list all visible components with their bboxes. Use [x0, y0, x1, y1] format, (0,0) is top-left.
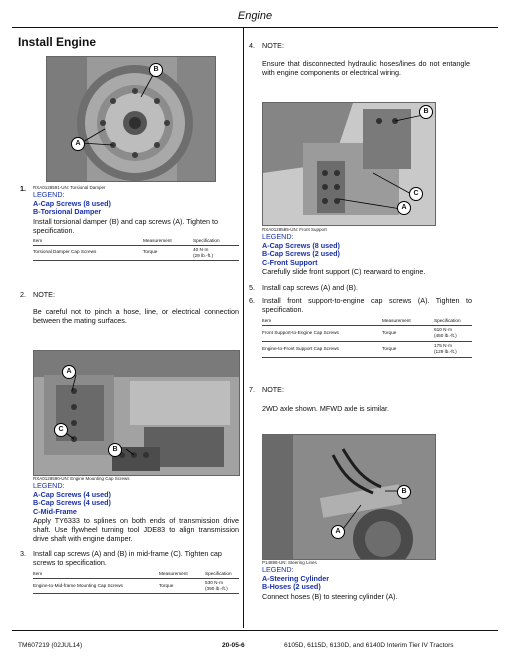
- callout-a: A: [331, 525, 345, 539]
- spec-divider: [33, 260, 239, 261]
- spec-item: Front Support-to-Engine Cap Screws: [262, 330, 339, 335]
- step-2-note: Be careful not to pinch a hose, line, or electrical connection between the mating surfaces.: [33, 307, 239, 325]
- spec-header-measurement: Measurement: [159, 571, 188, 576]
- callout-c: C: [54, 423, 68, 437]
- spec-value-imperial: (29 lb.-ft.): [193, 252, 214, 258]
- spec-measurement: Torque: [382, 346, 397, 351]
- spec-header-measurement: Measurement: [382, 318, 411, 323]
- spec-header-specification: Specification: [205, 571, 232, 576]
- footer-model-list: 6105D, 6115D, 6130D, and 6140D Interim Tier IV Tractors: [284, 642, 454, 649]
- step-7-block: [262, 560, 472, 601]
- callout-a: A: [71, 137, 85, 151]
- front-support-photo: [262, 102, 436, 226]
- table-row: [33, 247, 239, 259]
- spec-item: Engine-to-Front Support Cap Screws: [262, 346, 339, 351]
- spec-divider: [262, 325, 472, 326]
- table-row: [262, 327, 472, 340]
- header-rule: [12, 27, 498, 28]
- footer-document-id: TM607219 (02JUL14): [18, 642, 83, 649]
- step-4-number: 4.: [249, 41, 255, 50]
- page-header-title: Engine: [237, 10, 273, 22]
- step-1-spec-table: [33, 238, 239, 261]
- callout-a: A: [62, 365, 76, 379]
- step-6-number: 6.: [249, 296, 255, 305]
- spec-table-header: [33, 238, 239, 244]
- spec-measurement: Torque: [159, 583, 174, 588]
- step-7-legend: [262, 566, 472, 592]
- spec-value: 610 N·m: [434, 327, 452, 332]
- torsional-damper-photo: [46, 56, 216, 182]
- spec-header-item: Item: [33, 237, 43, 243]
- spec-header-item: Item: [262, 318, 272, 323]
- step-6-block: [262, 296, 472, 359]
- legend-title: LEGEND:: [33, 190, 65, 199]
- legend-item: A-Cap Screws (8 used): [262, 240, 340, 250]
- footer-page-number: 20-05-6: [222, 642, 245, 649]
- callout-b: B: [397, 485, 411, 499]
- spec-divider: [33, 245, 239, 246]
- spec-value-imperial: (390 lb.-ft.): [205, 586, 228, 591]
- step-1-legend: [33, 191, 239, 217]
- legend-item: B-Torsional Damper: [33, 207, 102, 217]
- engine-mounting-photo: [33, 350, 240, 476]
- torsional-damper-illustration: [47, 57, 215, 181]
- spec-table-header: [262, 318, 472, 324]
- spec-header-specification: Specification: [434, 318, 461, 323]
- spec-divider: [33, 578, 239, 579]
- spec-divider: [262, 357, 472, 358]
- spec-value: 40 N·m: [193, 246, 209, 252]
- step-4-legend: [262, 233, 472, 267]
- step-4-instruction: Carefully slide front support (C) rearward to engine.: [262, 267, 426, 277]
- spec-item: Torsional Damper Cap Screws: [33, 248, 97, 254]
- step-6-instruction: Install front support-to-engine cap screws (A). Tighten to specification.: [262, 296, 472, 314]
- step-7-caption: P14896-UN: Steering Lines: [262, 560, 317, 565]
- legend-item: A-Cap Screws (4 used): [33, 489, 111, 499]
- step-2-number: 2.: [20, 290, 26, 299]
- spec-divider: [33, 593, 239, 594]
- step-3-instruction: Install cap screws (A) and (B) in mid-frame (C). Tighten cap screws to specification.: [33, 549, 222, 567]
- spec-value-imperial: (450 lb.-ft.): [434, 333, 457, 338]
- spec-header-measurement: Measurement: [143, 237, 172, 243]
- spec-table-header: [33, 571, 239, 577]
- spec-header-specification: Specification: [193, 237, 220, 243]
- step-4-caption: RXA0128585-UN: Front Support: [262, 227, 327, 232]
- step-6-spec-table: [262, 318, 472, 358]
- table-row: [33, 580, 239, 592]
- step-5-number: 5.: [249, 283, 255, 292]
- table-row: [262, 343, 472, 356]
- column-divider: [243, 28, 244, 628]
- legend-item: B-Cap Screws (2 used): [262, 249, 340, 259]
- spec-value: 175 N·m: [434, 343, 452, 348]
- legend-title: LEGEND:: [262, 565, 294, 574]
- step-3-block: [33, 549, 239, 595]
- callout-c: C: [409, 187, 423, 201]
- step-2-block: [33, 476, 239, 543]
- step-4-block: [262, 227, 472, 276]
- legend-item: B-Hoses (2 used): [262, 582, 321, 592]
- spec-value-imperial: (129 lb.-ft.): [434, 349, 457, 354]
- legend-item: A-Steering Cylinder: [262, 573, 330, 583]
- step-2-note-label: NOTE:: [33, 290, 55, 299]
- legend-title: LEGEND:: [262, 232, 294, 241]
- step-2-caption: RXA0128590-UN: Engine Mounting Cap Screws: [33, 476, 130, 481]
- spec-item: Engine-to-Mid-frame Mounting Cap Screws: [33, 583, 123, 588]
- step-7-note-label: NOTE:: [262, 385, 284, 394]
- spec-divider: [262, 341, 472, 342]
- step-7-note: 2WD axle shown. MFWD axle is similar.: [262, 404, 390, 413]
- step-1-number: 1.: [20, 184, 26, 193]
- footer-rule: [12, 630, 498, 631]
- spec-measurement: Torque: [143, 248, 158, 254]
- steering-lines-illustration: [263, 435, 435, 559]
- legend-item: C-Mid-Frame: [33, 506, 77, 516]
- legend-item: C-Front Support: [262, 257, 318, 267]
- spec-measurement: Torque: [382, 330, 397, 335]
- spec-header-item: Item: [33, 571, 43, 576]
- steering-lines-photo: [262, 434, 436, 560]
- callout-b: B: [108, 443, 122, 457]
- callout-a: A: [397, 201, 411, 215]
- step-5-instruction: Install cap screws (A) and (B).: [262, 283, 358, 292]
- step-7-instruction: Connect hoses (B) to steering cylinder (A).: [262, 591, 398, 601]
- step-4-note-label: NOTE:: [262, 41, 284, 50]
- step-1-instruction: Install torsional damper (B) and cap screws (A). Tighten to specification.: [33, 216, 218, 235]
- step-3-number: 3.: [20, 549, 26, 558]
- legend-title: LEGEND:: [33, 481, 65, 490]
- step-7-number: 7.: [249, 385, 255, 394]
- step-1-caption: RXA0128591-UN: Torsional Damper: [33, 185, 106, 190]
- step-2-instruction: Apply TY6333 to splines on both ends of transmission drive shaft. Use flywheel turning tool JDE83 to align transmission drive shaft with engine damper.: [33, 516, 239, 544]
- callout-b: B: [149, 63, 163, 77]
- step-1-block: [33, 185, 239, 262]
- legend-item: A-Cap Screws (8 used): [33, 198, 111, 208]
- step-3-spec-table: [33, 571, 239, 594]
- step-4-note: Ensure that disconnected hydraulic hoses/lines do not entangle with engine components or electrical wiring.: [262, 59, 470, 77]
- section-title: Install Engine: [18, 35, 97, 49]
- legend-item: B-Cap Screws (4 used): [33, 498, 111, 508]
- step-2-legend: [33, 482, 239, 516]
- spec-value: 530 N·m: [205, 580, 223, 585]
- callout-b: B: [419, 105, 433, 119]
